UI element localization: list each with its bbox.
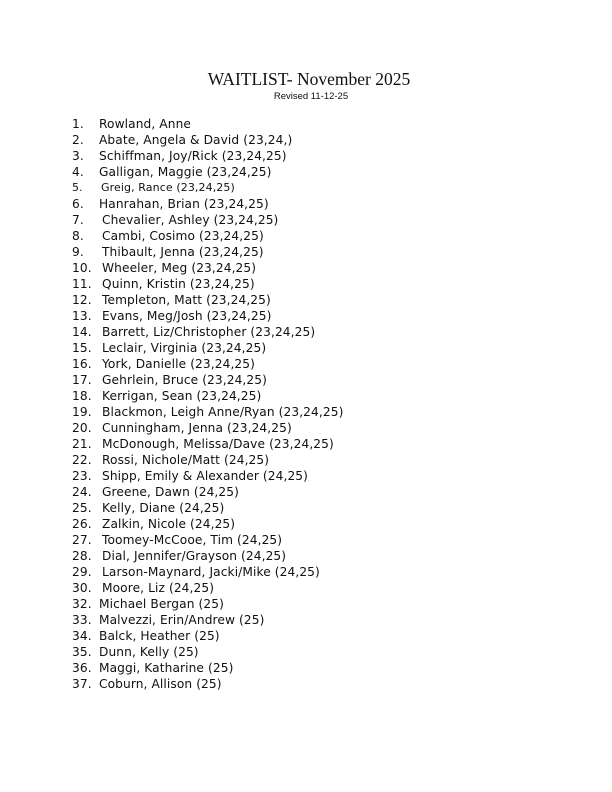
entry-name: Rowland, Anne	[99, 117, 191, 131]
entry-number: 7.	[72, 213, 84, 227]
entry-name: Evans, Meg/Josh (23,24,25)	[102, 309, 272, 323]
entry-number: 15.	[72, 341, 92, 355]
waitlist-entry	[72, 212, 343, 228]
entry-number: 35.	[72, 645, 92, 659]
entry-number: 11.	[72, 277, 92, 291]
entry-number: 16.	[72, 357, 92, 371]
waitlist-entry	[72, 628, 343, 644]
entry-name: Schiffman, Joy/Rick (23,24,25)	[99, 149, 287, 163]
entry-number: 34.	[72, 629, 92, 643]
entry-name: Maggi, Katharine (25)	[99, 661, 234, 675]
entry-name: Greene, Dawn (24,25)	[102, 485, 239, 499]
waitlist-entry	[72, 644, 343, 660]
waitlist-entry	[72, 580, 343, 596]
waitlist-entry	[72, 564, 343, 580]
waitlist-entry	[72, 660, 343, 676]
entry-number: 24.	[72, 485, 92, 499]
waitlist-entry	[72, 324, 343, 340]
revision-date: Revised 11-12-25	[273, 91, 349, 102]
entry-name: Hanrahan, Brian (23,24,25)	[99, 197, 269, 211]
waitlist-entry	[72, 596, 343, 612]
entry-name: Gehrlein, Bruce (23,24,25)	[102, 373, 267, 387]
entry-number: 26.	[72, 517, 92, 531]
waitlist-entry	[72, 404, 343, 420]
entry-name: Barrett, Liz/Christopher (23,24,25)	[102, 325, 316, 339]
entry-name: Kelly, Diane (24,25)	[102, 501, 225, 515]
entry-number: 19.	[72, 405, 92, 419]
entry-name: Zalkin, Nicole (24,25)	[102, 517, 236, 531]
waitlist-entry	[72, 468, 343, 484]
entry-number: 3.	[72, 149, 84, 163]
entry-name: Shipp, Emily & Alexander (24,25)	[102, 469, 309, 483]
waitlist-entry	[72, 388, 343, 404]
entry-number: 18.	[72, 389, 92, 403]
entry-name: Quinn, Kristin (23,24,25)	[102, 277, 255, 291]
waitlist-entry	[72, 436, 343, 452]
entry-number: 37.	[72, 677, 92, 691]
waitlist-entry	[72, 548, 343, 564]
waitlist-entry	[72, 292, 343, 308]
waitlist-entry	[72, 420, 343, 436]
entry-number: 13.	[72, 309, 92, 323]
entry-name: Leclair, Virginia (23,24,25)	[102, 341, 267, 355]
entry-name: Greig, Rance (23,24,25)	[101, 181, 235, 194]
entry-number: 20.	[72, 421, 92, 435]
waitlist-entry	[72, 452, 343, 468]
waitlist-entry	[72, 500, 343, 516]
entry-name: Dunn, Kelly (25)	[99, 645, 199, 659]
entry-name: Rossi, Nichole/Matt (24,25)	[102, 453, 270, 467]
entry-name: Malvezzi, Erin/Andrew (25)	[99, 613, 265, 627]
entry-name: Balck, Heather (25)	[99, 629, 220, 643]
waitlist-entry	[72, 228, 343, 244]
entry-name: Blackmon, Leigh Anne/Ryan (23,24,25)	[102, 405, 344, 419]
waitlist-entry	[72, 516, 343, 532]
entry-number: 21.	[72, 437, 92, 451]
entry-name: Coburn, Allison (25)	[99, 677, 222, 691]
waitlist-entry	[72, 276, 343, 292]
entry-name: Galligan, Maggie (23,24,25)	[99, 165, 272, 179]
waitlist-entry	[72, 308, 343, 324]
waitlist-entry	[72, 612, 343, 628]
entry-number: 23.	[72, 469, 92, 483]
entry-name: Kerrigan, Sean (23,24,25)	[102, 389, 262, 403]
entry-number: 10.	[72, 261, 92, 275]
entry-number: 2.	[72, 133, 84, 147]
entry-number: 33.	[72, 613, 92, 627]
waitlist-entry	[72, 132, 343, 148]
entry-name: Toomey-McCooe, Tim (24,25)	[102, 533, 283, 547]
entry-name: Wheeler, Meg (23,24,25)	[102, 261, 257, 275]
entry-number: 5.	[72, 181, 83, 194]
entry-number: 17.	[72, 373, 92, 387]
entry-name: Larson-Maynard, Jacki/Mike (24,25)	[102, 565, 320, 579]
waitlist-entry	[72, 148, 343, 164]
waitlist-entry	[72, 244, 343, 260]
entry-number: 27.	[72, 533, 92, 547]
waitlist-entry	[72, 484, 343, 500]
waitlist-entry	[72, 676, 343, 692]
entry-name: Cunningham, Jenna (23,24,25)	[102, 421, 292, 435]
entry-number: 28.	[72, 549, 92, 563]
waitlist-entry	[72, 116, 343, 132]
entry-name: Abate, Angela & David (23,24,)	[99, 133, 293, 147]
entry-number: 6.	[72, 197, 84, 211]
entry-number: 25.	[72, 501, 92, 515]
waitlist-entry	[72, 340, 343, 356]
entry-number: 12.	[72, 293, 92, 307]
entry-name: Cambi, Cosimo (23,24,25)	[102, 229, 264, 243]
waitlist-entry	[72, 180, 343, 196]
entry-name: McDonough, Melissa/Dave (23,24,25)	[102, 437, 334, 451]
entry-name: Moore, Liz (24,25)	[102, 581, 215, 595]
waitlist	[72, 116, 343, 692]
entry-name: Dial, Jennifer/Grayson (24,25)	[102, 549, 287, 563]
entry-number: 32.	[72, 597, 92, 611]
entry-name: Thibault, Jenna (23,24,25)	[102, 245, 264, 259]
entry-name: Michael Bergan (25)	[99, 597, 224, 611]
waitlist-entry	[72, 164, 343, 180]
entry-number: 30.	[72, 581, 92, 595]
entry-name: York, Danielle (23,24,25)	[102, 357, 255, 371]
entry-name: Templeton, Matt (23,24,25)	[102, 293, 271, 307]
waitlist-entry	[72, 372, 343, 388]
entry-number: 22.	[72, 453, 92, 467]
entry-name: Chevalier, Ashley (23,24,25)	[102, 213, 279, 227]
entry-number: 14.	[72, 325, 92, 339]
waitlist-entry	[72, 260, 343, 276]
entry-number: 9.	[72, 245, 84, 259]
entry-number: 4.	[72, 165, 84, 179]
entry-number: 1.	[72, 117, 84, 131]
document-title: WAITLIST- November 2025	[207, 69, 411, 89]
waitlist-entry	[72, 196, 343, 212]
entry-number: 29.	[72, 565, 92, 579]
entry-number: 36.	[72, 661, 92, 675]
entry-number: 8.	[72, 229, 84, 243]
waitlist-entry	[72, 532, 343, 548]
waitlist-entry	[72, 356, 343, 372]
